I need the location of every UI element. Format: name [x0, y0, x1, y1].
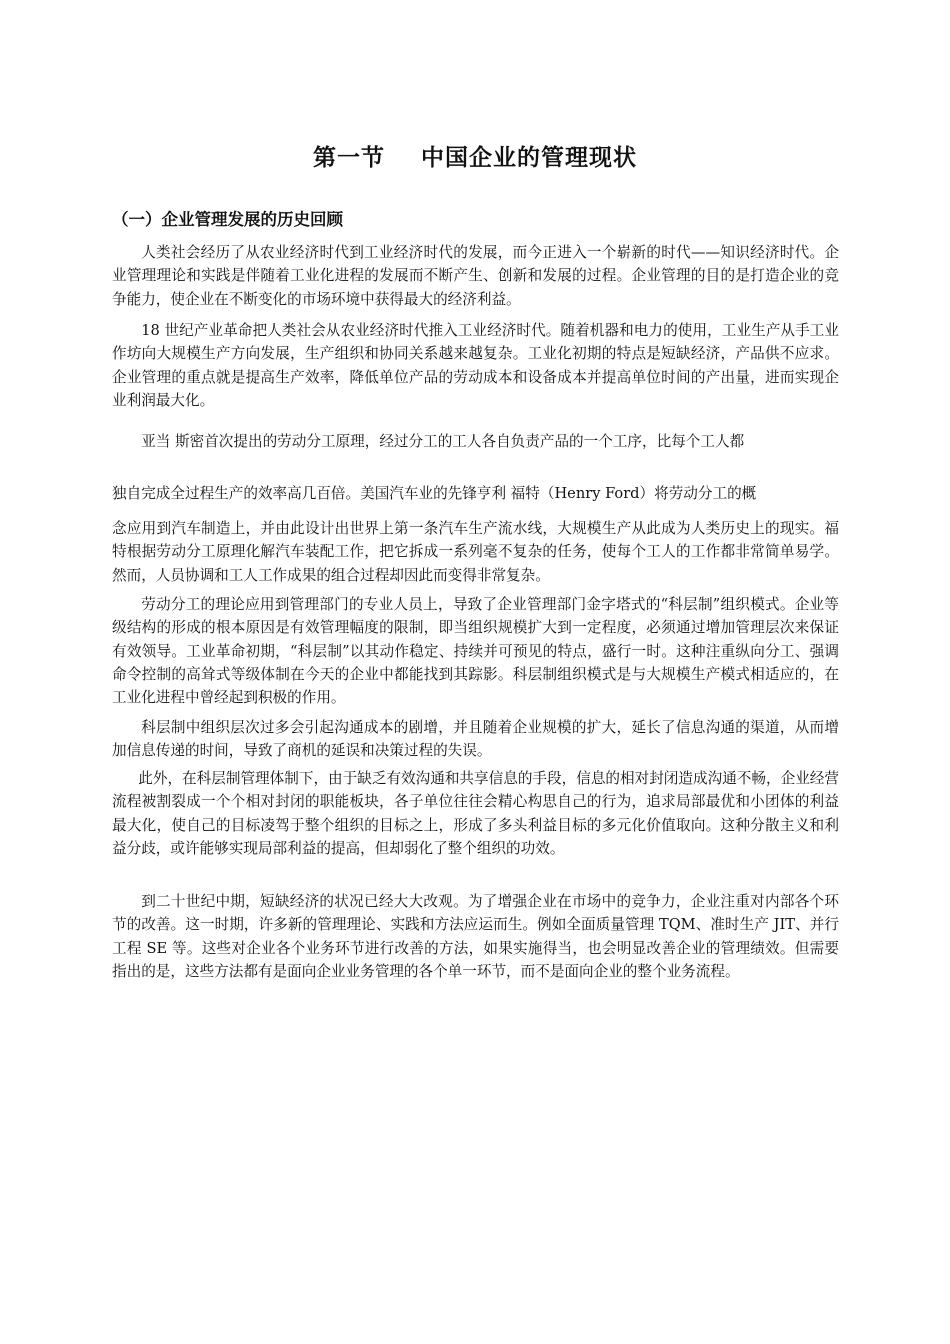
- paragraph-4: 独自完成全过程生产的效率高几百倍。美国汽车业的先锋亨利 福特（Henry Ford）将劳动分工的概: [112, 485, 757, 502]
- paragraph-3: 亚当 斯密首次提出的劳动分工原理，经过分工的工人各自负责产品的一个工序，比每个工人都: [141, 433, 745, 450]
- paragraph-9: 到二十世纪中期，短缺经济的状况已经大大改观。为了增强企业在市场中的竞争力，企业注重对内部各个环节的改善。这一时期，许多新的管理理论、实践和方法应运而生。例如全面质量管理 TQM、准时生产 JIT、并行工程 SE 等。这些对企业各个业务环节进行改善的方法，如果实施得当，也会明显改善企业的管理绩效。但需要指出的是，这些方法都有是面向企业业务管理的各个单一环节，而不是面向企业的整个业务流程。: [112, 893, 839, 980]
- paragraph-5: 念应用到汽车制造上，并由此设计出世界上第一条汽车生产流水线，大规模生产从此成为人类历史上的现实。福特根据劳动分工原理化解汽车装配工作，把它拆成一系列毫不复杂的任务，使每个工人的工作都非常简单易学。然而，人员协调和工人工作成果的组合过程却因此而变得非常复杂。: [112, 520, 839, 584]
- paragraph-2: 18 世纪产业革命把人类社会从农业经济时代推入工业经济时代。随着机器和电力的使用，工业生产从手工业作坊向大规模生产方向发展，生产组织和协同关系越来越复杂。工业化初期的特点是短缺经济，产品供不应求。企业管理的重点就是提高生产效率，降低单位产品的劳动成本和设备成本并提高单位时间的产出量，进而实现企业利润最大化。: [112, 322, 839, 409]
- paragraph-7: 科层制中组织层次过多会引起沟通成本的剧增，并且随着企业规模的扩大，延长了信息沟通的渠道，从而增加信息传递的时间，导致了商机的延误和决策过程的失误。: [112, 719, 839, 760]
- section-heading: （一）企业管理发展的历史回顾: [112, 210, 343, 229]
- paragraph-6: 劳动分工的理论应用到管理部门的专业人员上，导致了企业管理部门金字塔式的“科层制”组织模式。企业等级结构的形成的根本原因是有效管理幅度的限制，即当组织规模扩大到一定程度，必须通过增加管理层次来保证有效领导。工业革命初期，“科层制”以其动作稳定、持续并可预见的特点，盛行一时。这种注重纵向分工、强调命令控制的高耸式等级体制在今天的企业中都能找到其踪影。科层制组织模式是与大规模生产模式相适应的，在工业化进程中曾经起到积极的作用。: [112, 596, 839, 707]
- page-title: 第一节 中国企业的管理现状: [312, 145, 638, 171]
- paragraph-8: 此外，在科层制管理体制下，由于缺乏有效沟通和共享信息的手段，信息的相对封闭造成沟通不畅，企业经营流程被割裂成一个个相对封闭的职能板块，各子单位往往会精心构思自己的行为，追求局部最优和小团体的利益最大化，使自己的目标凌驾于整个组织的目标之上，形成了多头利益目标的多元化价值取向。这种分散主义和利益分歧，或许能够实现局部利益的提高，但却弱化了整个组织的功效。: [112, 770, 839, 857]
- paragraph-1: 人类社会经历了从农业经济时代到工业经济时代的发展，而今正进入一个崭新的时代——知识经济时代。企业管理理论和实践是伴随着工业化进程的发展而不断产生、创新和发展的过程。企业管理的目的是打造企业的竞争能力，使企业在不断变化的市场环境中获得最大的经济利益。: [112, 244, 839, 308]
